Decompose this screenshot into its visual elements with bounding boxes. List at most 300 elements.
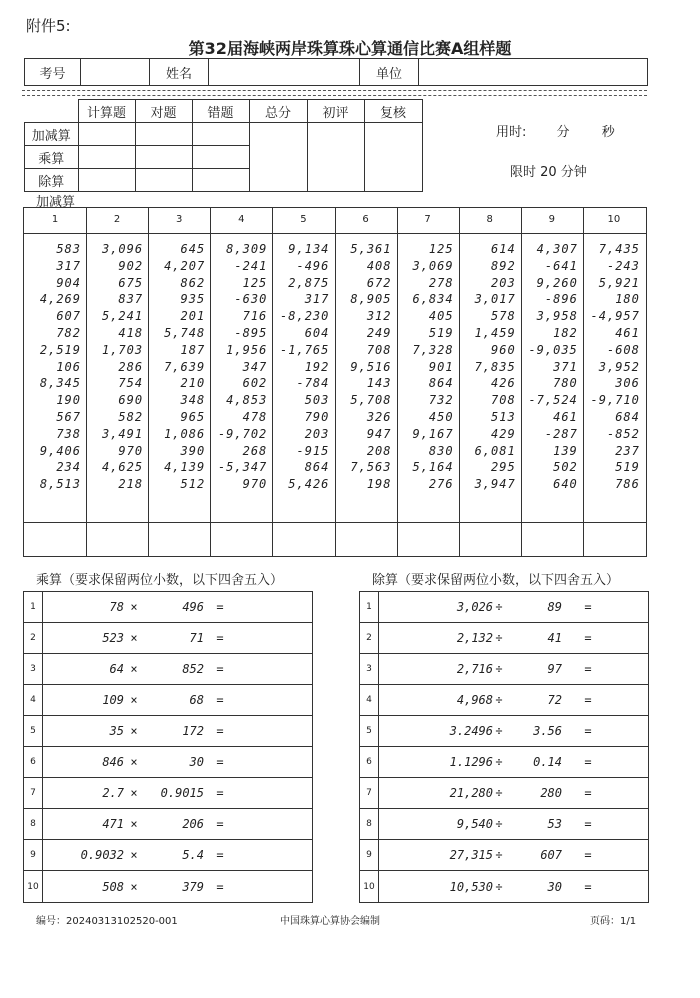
addsub-number: 9,167: [412, 426, 454, 441]
row-number: 1: [24, 592, 43, 622]
operand-b: 607: [540, 848, 562, 862]
addsub-number: 5,921: [598, 275, 640, 290]
operator: ×: [130, 662, 138, 676]
operand-b: 5.4: [182, 848, 204, 862]
exam-no-label: 考号: [25, 59, 81, 86]
addsub-number: 1,459: [474, 326, 516, 340]
operand-b: 379: [182, 879, 204, 894]
exam-no-field[interactable]: [81, 59, 150, 86]
divider: [22, 90, 647, 91]
addsub-number: 4,853: [226, 393, 268, 408]
addsub-number: 317: [56, 258, 81, 273]
seconds-label: 秒: [601, 125, 615, 140]
mult-problem-row: [24, 871, 312, 902]
addsub-number: -4,957: [590, 309, 640, 324]
operand-a: 3,026: [456, 600, 493, 614]
addsub-number: 786: [615, 477, 640, 492]
score-header: 计算题: [78, 100, 135, 123]
answer-field[interactable]: [600, 778, 648, 808]
answer-field[interactable]: [232, 809, 312, 839]
addsub-number: 317: [304, 292, 330, 307]
addsub-number: 4,207: [164, 258, 206, 273]
addsub-number: -896: [544, 292, 578, 307]
answer-field[interactable]: [600, 809, 648, 839]
operator: ÷: [495, 662, 503, 676]
answer-field[interactable]: [232, 716, 312, 746]
operator: ×: [130, 693, 138, 707]
operator: ÷: [495, 848, 503, 862]
addsub-number: 418: [118, 326, 144, 340]
operand-a: 78: [109, 600, 124, 614]
footer-code: 编号：20240313102520-001: [36, 916, 178, 927]
equals-sign: =: [216, 662, 224, 676]
column-number: 8: [486, 214, 493, 225]
answer-field[interactable]: [232, 685, 312, 715]
row-number: 5: [24, 716, 43, 746]
addsub-number: 106: [56, 359, 81, 374]
addsub-number: 3,958: [536, 309, 578, 324]
operand-a: 9,540: [456, 817, 493, 831]
row-number: 3: [24, 654, 43, 684]
addsub-number: 583: [56, 242, 81, 256]
footer-org: 中国珠算心算协会编制: [280, 916, 380, 927]
column-number: 2: [113, 214, 121, 225]
answer-field[interactable]: [600, 716, 648, 746]
operator: ×: [130, 631, 138, 645]
equals-sign: =: [216, 600, 224, 614]
addsub-number: 7,328: [412, 342, 454, 357]
column-number: 5: [300, 214, 307, 225]
mult-table: [23, 591, 313, 903]
answer-field[interactable]: [232, 747, 312, 777]
addsub-number: 4,139: [164, 460, 206, 475]
operand-b: 41: [547, 631, 562, 645]
addsub-number: 348: [180, 393, 206, 408]
operand-b: 496: [182, 600, 204, 614]
score-cell[interactable]: [135, 146, 192, 169]
addsub-number: 295: [491, 460, 516, 475]
addsub-number: 672: [366, 275, 392, 290]
time-limit: 限时 20 分钟: [510, 165, 587, 180]
equals-sign: =: [584, 817, 592, 831]
score-cell[interactable]: [192, 169, 249, 192]
addsub-number: 5,361: [350, 242, 392, 256]
addsub-number: 371: [553, 359, 578, 374]
addsub-number: -630: [234, 292, 268, 307]
operand-a: 2,132: [456, 631, 493, 645]
footer-page: 页码：1/1: [590, 916, 637, 927]
addsub-number: 125: [242, 275, 268, 290]
addsub-number: 578: [491, 309, 516, 324]
operand-b: 3.56: [533, 724, 562, 738]
addsub-number: 901: [428, 359, 454, 374]
name-label: 姓名: [150, 59, 209, 86]
addsub-number: -241: [234, 258, 268, 273]
answer-field[interactable]: [600, 592, 648, 622]
operator: ÷: [495, 786, 503, 800]
operator: ÷: [495, 631, 503, 645]
div-problem-row: [360, 685, 648, 716]
operand-b: 72: [547, 693, 562, 707]
equals-sign: =: [584, 600, 592, 614]
row-number: 8: [24, 809, 43, 839]
row-number: 2: [360, 623, 379, 653]
unit-field[interactable]: [419, 59, 648, 86]
operator: ×: [130, 817, 138, 831]
addsub-number: -852: [606, 426, 640, 441]
mult-problem-row: [24, 747, 312, 778]
addsub-number: 187: [180, 342, 206, 357]
operand-a: 508: [102, 879, 124, 894]
mult-problem-row: [24, 623, 312, 654]
score-cell[interactable]: [135, 123, 192, 146]
div-problem-row: [360, 654, 648, 685]
row-number: 4: [360, 685, 379, 715]
operand-b: 206: [182, 817, 204, 831]
time-used: [496, 121, 615, 140]
addsub-number: 9,260: [536, 275, 578, 290]
addsub-number: 326: [366, 410, 392, 424]
addsub-number: 970: [118, 443, 144, 458]
addsub-number: 218: [118, 477, 144, 492]
operand-a: 4,968: [456, 693, 493, 707]
addsub-number: 716: [242, 309, 268, 324]
addsub-number: 960: [491, 342, 516, 357]
addsub-number: 690: [118, 393, 144, 408]
operator: ÷: [495, 600, 503, 614]
operator: ÷: [495, 879, 503, 894]
score-row-label: 加减算: [25, 123, 79, 146]
addsub-number: 614: [491, 242, 516, 256]
addsub-number: 3,017: [474, 292, 516, 307]
answer-field[interactable]: [600, 685, 648, 715]
addsub-number: 640: [553, 477, 578, 492]
addsub-number: 2,519: [39, 342, 81, 357]
addsub-number: 7,835: [474, 359, 516, 374]
div-title: 除算（要求保留两位小数，以下四舍五入）: [372, 573, 620, 588]
operand-a: 3.2496: [449, 724, 493, 738]
answer-field[interactable]: [600, 840, 648, 870]
addsub-number: 478: [242, 410, 268, 424]
addsub-number: 180: [615, 292, 640, 307]
addsub-number: 738: [56, 426, 81, 441]
column-number: 3: [176, 214, 183, 225]
addsub-number: 9,134: [288, 242, 330, 256]
answer-field[interactable]: [600, 747, 648, 777]
equals-sign: =: [216, 724, 224, 738]
addsub-number: -243: [606, 258, 640, 273]
recheck-cell[interactable]: [364, 123, 422, 192]
addsub-number: 8,309: [226, 242, 268, 256]
operator: ÷: [495, 693, 503, 707]
addsub-number: 8,345: [39, 376, 81, 391]
addsub-number: 512: [180, 477, 206, 492]
addsub-number: 276: [428, 477, 454, 492]
addsub-number: 519: [615, 460, 640, 475]
addsub-number: 513: [491, 410, 516, 424]
equals-sign: =: [216, 848, 224, 862]
row-number: 3: [360, 654, 379, 684]
operand-b: 97: [547, 662, 562, 676]
score-cell[interactable]: [192, 146, 249, 169]
addsub-number: 1,703: [101, 342, 144, 357]
divider: [22, 95, 647, 96]
addsub-number: 1,956: [226, 342, 268, 357]
addsub-number: 645: [180, 242, 206, 256]
addsub-number: 210: [180, 376, 206, 391]
div-problem-row: [360, 778, 648, 809]
operator: ×: [130, 724, 138, 738]
attachment-label: 附件5:: [26, 17, 71, 35]
row-number: 6: [360, 747, 379, 777]
addsub-number: 347: [242, 359, 268, 374]
addsub-number: 306: [615, 376, 640, 391]
addsub-number: 182: [553, 326, 578, 340]
operand-b: 68: [189, 693, 204, 707]
addsub-number: 6,834: [412, 292, 454, 307]
addsub-number: 286: [118, 359, 144, 374]
addsub-number: 5,748: [164, 326, 206, 340]
addsub-number: 4,269: [39, 292, 81, 307]
addsub-number: 7,563: [350, 460, 392, 475]
answer-field[interactable]: [232, 840, 312, 870]
operand-a: 2.7: [102, 786, 124, 800]
operand-a: 2,716: [456, 662, 493, 676]
answer-field[interactable]: [232, 778, 312, 808]
addsub-number: 7,435: [598, 242, 640, 256]
unit-label: 单位: [360, 59, 419, 86]
column-number: 10: [607, 214, 621, 225]
operand-b: 280: [540, 786, 562, 800]
addsub-number: 2,875: [288, 275, 330, 290]
score-corner: [25, 100, 79, 123]
operand-a: 109: [102, 693, 124, 707]
addsub-number: 837: [118, 292, 144, 307]
mult-problem-row: [24, 685, 312, 716]
operand-b: 0.9015: [160, 786, 204, 800]
row-number: 9: [360, 840, 379, 870]
column-number: 4: [238, 214, 245, 225]
addsub-number: 461: [553, 410, 578, 424]
score-header: 总分: [249, 100, 307, 123]
div-table: [359, 591, 649, 903]
addsub-number: 3,947: [474, 477, 516, 492]
equals-sign: =: [584, 693, 592, 707]
addsub-number: 502: [553, 460, 578, 475]
answer-field[interactable]: [232, 871, 312, 902]
time-used-label: 用时:: [496, 125, 527, 140]
addsub-number: 237: [615, 443, 640, 458]
operand-a: 523: [102, 631, 124, 645]
addsub-number: 862: [180, 275, 206, 290]
column-number: 7: [424, 214, 431, 225]
equals-sign: =: [584, 662, 592, 676]
operand-a: 10,530: [449, 879, 493, 894]
minutes-label: 分: [556, 125, 570, 140]
first-review-cell[interactable]: [307, 123, 364, 192]
row-number: 4: [24, 685, 43, 715]
addsub-number: 754: [118, 376, 144, 391]
addsub-number: -608: [606, 342, 640, 357]
addsub-number: 139: [553, 443, 578, 458]
addsub-number: 408: [366, 258, 392, 273]
addsub-number: 602: [242, 376, 268, 391]
addsub-number: -1,765: [280, 342, 330, 357]
name-field[interactable]: [209, 59, 360, 86]
operand-a: 846: [102, 755, 124, 769]
operand-a: 64: [109, 662, 124, 676]
addsub-number: 208: [366, 443, 392, 458]
mult-title: 乘算（要求保留两位小数，以下四舍五入）: [36, 573, 284, 588]
addsub-number: 461: [615, 326, 640, 340]
equals-sign: =: [584, 786, 592, 800]
div-problem-row: [360, 871, 648, 902]
addsub-number: 947: [366, 426, 392, 441]
score-cell[interactable]: [78, 146, 135, 169]
score-header: 对题: [135, 100, 192, 123]
operand-a: 21,280: [449, 786, 493, 800]
column-number: 1: [51, 214, 59, 225]
total-cell[interactable]: [249, 123, 307, 192]
addsub-number: 3,491: [101, 426, 144, 441]
operand-a: 35: [109, 724, 124, 738]
addsub-number: 192: [304, 359, 330, 374]
addsub-number: 9,406: [39, 443, 81, 458]
addsub-number: -784: [296, 376, 330, 391]
div-problem-row: [360, 623, 648, 654]
page-title: 第32届海峡两岸珠算珠心算通信比赛A组样题: [188, 39, 512, 58]
addsub-number: 607: [56, 309, 81, 324]
operator: ×: [130, 848, 138, 862]
operand-a: 27,315: [449, 848, 493, 862]
addsub-number: 429: [491, 426, 516, 441]
mult-problem-row: [24, 654, 312, 685]
equals-sign: =: [584, 755, 592, 769]
addsub-number: 4,307: [536, 242, 578, 256]
addsub-number: 5,164: [412, 460, 454, 475]
operator: ×: [130, 600, 138, 614]
answer-field[interactable]: [600, 623, 648, 653]
answer-field[interactable]: [232, 623, 312, 653]
addsub-number: -8,230: [280, 309, 330, 324]
answer-field[interactable]: [600, 871, 648, 902]
score-cell[interactable]: [192, 123, 249, 146]
mult-problem-row: [24, 809, 312, 840]
mult-problem-row: [24, 716, 312, 747]
addsub-number: 125: [428, 242, 454, 256]
addsub-number: 790: [304, 410, 330, 424]
addsub-number: 519: [428, 326, 454, 340]
equals-sign: =: [216, 817, 224, 831]
operand-b: 0.14: [533, 755, 562, 769]
addsub-number: 190: [56, 393, 81, 408]
row-number: 7: [24, 778, 43, 808]
addsub-number: 503: [304, 393, 330, 408]
row-number: 10: [24, 871, 43, 902]
addsub-number: 3,069: [412, 258, 454, 273]
equals-sign: =: [216, 631, 224, 645]
operand-b: 71: [189, 631, 204, 645]
addsub-number: 249: [366, 326, 392, 340]
mult-problem-row: [24, 778, 312, 809]
equals-sign: =: [584, 848, 592, 862]
addsub-number: 3,096: [101, 242, 144, 256]
addsub-number: 5,426: [288, 477, 330, 492]
addsub-number: -9,710: [590, 393, 640, 408]
div-problem-row: [360, 840, 648, 871]
div-problem-row: [360, 747, 648, 778]
addsub-number: -9,702: [217, 426, 268, 441]
equals-sign: =: [584, 724, 592, 738]
addsub-number: 8,513: [39, 477, 81, 492]
answer-field[interactable]: [232, 654, 312, 684]
addsub-number: 426: [491, 376, 516, 391]
addsub-number: 143: [366, 376, 392, 391]
addsub-number: -7,524: [528, 393, 578, 408]
addsub-number: 902: [118, 258, 144, 273]
addsub-number: 312: [366, 309, 392, 324]
equals-sign: =: [216, 879, 224, 894]
addsub-number: -9,035: [528, 342, 578, 357]
operand-a: 0.9032: [80, 848, 124, 862]
row-number: 5: [360, 716, 379, 746]
addsub-number: -287: [544, 426, 578, 441]
operand-b: 53: [547, 817, 562, 831]
answer-field[interactable]: [600, 654, 648, 684]
addsub-number: 3,952: [598, 359, 640, 374]
operator: ×: [130, 786, 138, 800]
addsub-number: 708: [366, 342, 392, 357]
addsub-number: 970: [242, 477, 268, 492]
operand-a: 471: [102, 817, 124, 831]
score-header: 复核: [364, 100, 422, 123]
addsub-title: 加减算: [36, 195, 76, 210]
addsub-number: -915: [296, 443, 330, 458]
addsub-number: 7,639: [164, 359, 206, 374]
score-cell[interactable]: [135, 169, 192, 192]
div-problem-row: [360, 592, 648, 623]
addsub-number: 864: [428, 376, 454, 391]
score-cell[interactable]: [78, 123, 135, 146]
addsub-number: 405: [428, 309, 454, 324]
addsub-number: 268: [242, 443, 268, 458]
row-number: 2: [24, 623, 43, 653]
addsub-number: -895: [234, 326, 268, 340]
operator: ÷: [495, 817, 503, 831]
addsub-number: 6,081: [474, 443, 516, 458]
column-number: 6: [362, 214, 369, 225]
score-row-label: 乘算: [25, 146, 79, 169]
score-row-label: 除算: [25, 169, 79, 192]
addsub-number: 4,625: [101, 460, 144, 475]
score-header: 错题: [192, 100, 249, 123]
addsub-number: 390: [180, 443, 206, 458]
addsub-number: 278: [428, 275, 454, 290]
answer-field[interactable]: [232, 592, 312, 622]
addsub-number: 8,905: [350, 292, 392, 307]
addsub-number: 203: [491, 275, 516, 290]
column-number: 9: [548, 214, 555, 225]
score-table: [24, 99, 423, 192]
score-cell[interactable]: [78, 169, 135, 192]
equals-sign: =: [584, 879, 592, 894]
addsub-number: 904: [56, 275, 81, 290]
addsub-number: 732: [428, 393, 454, 408]
addsub-number: 782: [56, 326, 81, 340]
addsub-number: -496: [296, 258, 330, 273]
row-number: 8: [360, 809, 379, 839]
row-number: 7: [360, 778, 379, 808]
